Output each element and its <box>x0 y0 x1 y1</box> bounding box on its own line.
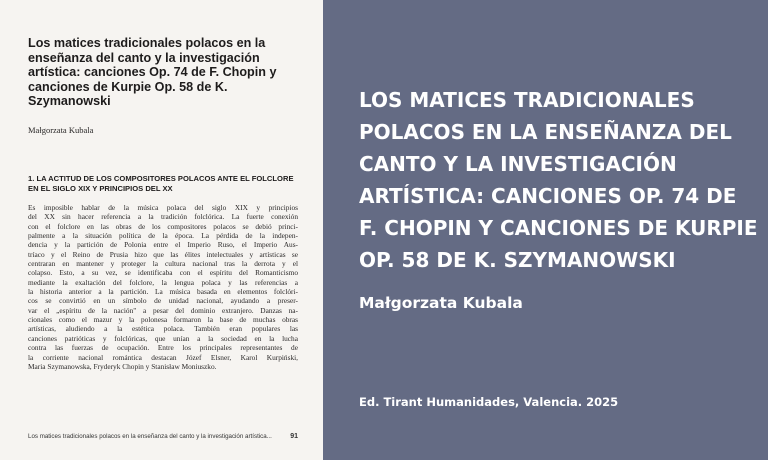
body-line: la corriente nacional romántica destacan Józef Elsner, Karol Kurpiński, <box>28 352 298 362</box>
page-author: Małgorzata Kubala <box>28 125 94 135</box>
promo-title: LOS MATICES TRADICIONALES POLACOS EN LA ENSEÑANZA DEL CANTO Y LA INVESTIGACIÓN ARTÍSTICA: CANCIONES OP. 74 DE F. CHOPIN Y CANCIONES DE KURPIE OP. 58 DE K. SZYMANOWSKI <box>359 88 758 272</box>
body-line: colapso. Esto, a su vez, se identificaba con el espíritu del Romanticismo <box>28 268 298 278</box>
body-line: centraran en mantener y proteger la cultura nacional tras la derrota y el <box>28 259 298 269</box>
page-number: 91 <box>290 433 298 440</box>
footer-running-title: Los matices tradicionales polacos en la enseñanza del canto y la investigación artística... <box>28 433 272 440</box>
body-line: Maria Szymanowska, Fryderyk Chopin y Stanisław Moniuszko. <box>28 361 217 371</box>
book-page-scan <box>0 0 323 460</box>
body-text <box>28 203 298 371</box>
body-line: contra las fuerzas de ocupación. Entre los principales representantes de <box>28 343 298 353</box>
body-line: artísticas, aludiendo a la estética polaca. También eran populares las <box>28 324 298 334</box>
body-line: canciones patrióticas y folclóricas, que unían a la sociedad en la lucha <box>28 333 298 343</box>
section-heading: 1. LA ACTITUD DE LOS COMPOSITORES POLACOS ANTE EL FOLCLORE EN EL SIGLO XIX Y PRINCIPIOS DEL XX <box>28 174 294 193</box>
body-line: mediante la exaltación del folclore, la lengua polaca y las referencias a <box>28 277 298 287</box>
promo-panel <box>323 0 768 460</box>
body-line: cos se convirtió en un símbolo de unidad nacional, ayudando a preser- <box>28 296 298 306</box>
body-line: palmente a la situación política de la época. La pérdida de la indepen- <box>28 231 298 241</box>
page-footer <box>28 433 298 440</box>
body-line: con el folclore en las obras de los compositores polacos se debió princi- <box>28 221 298 231</box>
body-line: del XX sin hacer referencia a la tradición folclórica. La fuerte conexión <box>28 212 298 222</box>
promo-publisher: Ed. Tirant Humanidades, Valencia. 2025 <box>359 395 619 409</box>
body-line: var el „espíritu de la nación" a pesar del dominio extranjero. Danzas na- <box>28 305 298 315</box>
body-line: tríaco y el Reino de Prusia hizo que las élites intelectuales y artísticas se <box>28 249 298 259</box>
body-line: Es imposible hablar de la música polaca del siglo XIX y principios <box>28 203 298 212</box>
body-line: cionales como el mazur y la polonesa formaron la base de muchas obras <box>28 315 298 325</box>
body-line: la historia anterior a la partición. La música basada en elementos folclóri- <box>28 287 298 297</box>
promo-author: Małgorzata Kubala <box>359 294 523 312</box>
body-line: dencia y la partición de Polonia entre el Imperio Ruso, el Imperio Aus- <box>28 240 298 250</box>
page-title: Los matices tradicionales polacos en la enseñanza del canto y la investigación artística: canciones Op. 74 de F. Chopin y canciones de Kurpie Op. 58 de K. Szymanowski <box>28 36 277 108</box>
